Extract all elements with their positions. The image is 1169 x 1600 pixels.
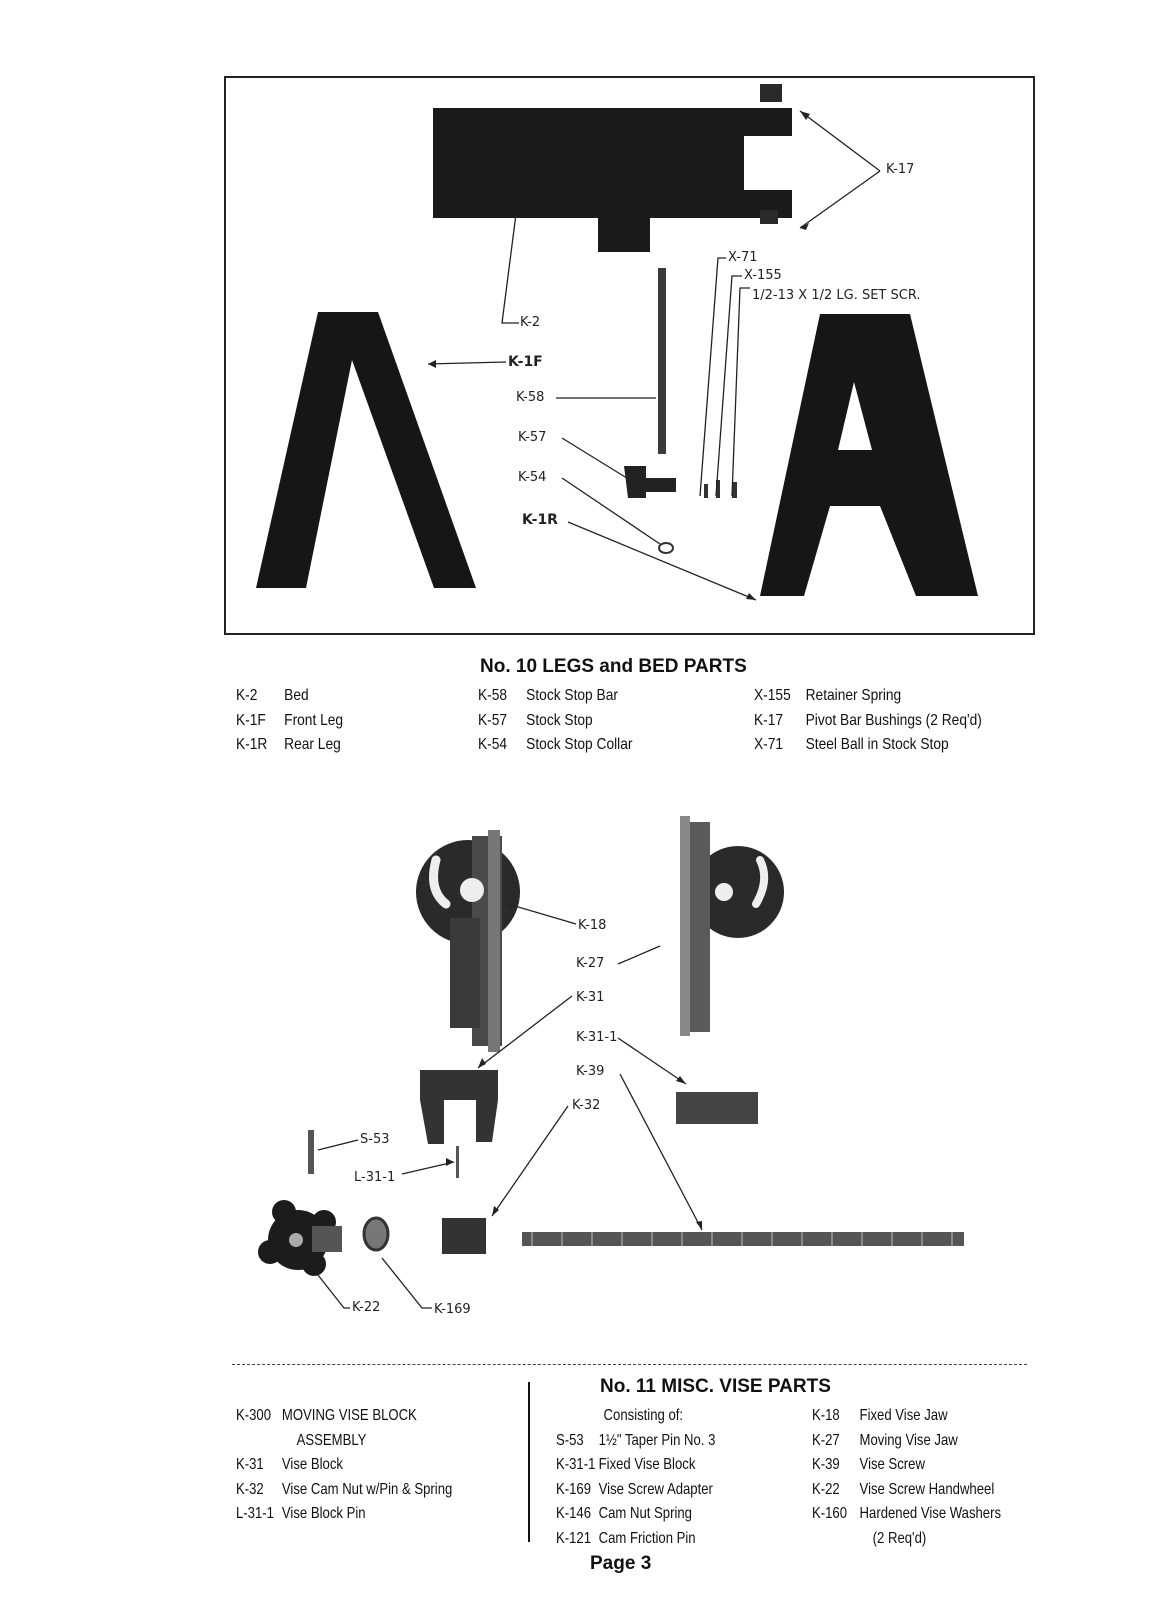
list-item: K-27 Moving Vise Jaw bbox=[812, 1431, 958, 1449]
callout-k31: K-31 bbox=[576, 990, 605, 1005]
list-item: K-31-1 Fixed Vise Block bbox=[556, 1456, 696, 1473]
list-item: K-18 Fixed Vise Jaw bbox=[812, 1407, 948, 1424]
list-item: K-32 Vise Cam Nut w/Pin & Spring bbox=[236, 1480, 453, 1498]
callout-set-screw: 1/2-13 X 1/2 LG. SET SCR. bbox=[752, 288, 921, 303]
list-item: (2 Req'd) bbox=[872, 1529, 927, 1547]
section10-title: No. 10 LEGS and BED PARTS bbox=[480, 656, 747, 677]
taper-pin-shape bbox=[308, 1130, 314, 1174]
callout-k2: K-2 bbox=[520, 315, 541, 330]
list-item: K-31 Vise Block bbox=[236, 1456, 343, 1473]
callout-k18: K-18 bbox=[578, 918, 607, 933]
callout-k31-1: K-31-1 bbox=[576, 1030, 618, 1045]
fixed-vise-jaw-shape bbox=[416, 830, 520, 1052]
section11-left bbox=[236, 1404, 452, 1527]
callout-x155: X-155 bbox=[744, 268, 782, 283]
list-item: K-300 MOVING VISE BLOCK bbox=[236, 1407, 417, 1424]
screw-adapter-shape bbox=[364, 1218, 388, 1250]
list-item: K-57 Stock Stop bbox=[478, 711, 593, 729]
list-item: K-121 Cam Friction Pin bbox=[556, 1529, 696, 1547]
list-item: K-169 Vise Screw Adapter bbox=[556, 1480, 713, 1498]
callout-k1r: K-1R bbox=[522, 512, 558, 528]
callout-k32: K-32 bbox=[572, 1098, 601, 1113]
list-item: K-58 Stock Stop Bar bbox=[478, 687, 618, 704]
list-item: L-31-1 Vise Block Pin bbox=[236, 1505, 366, 1522]
list-item: K-17 Pivot Bar Bushings (2 Req'd) bbox=[754, 711, 982, 729]
vise-parts-drawing bbox=[232, 800, 1027, 1365]
callout-x71: X-71 bbox=[728, 250, 758, 265]
callout-l31-1: L-31-1 bbox=[354, 1170, 396, 1185]
bed-shape bbox=[433, 108, 792, 252]
list-item: X-155 Retainer Spring bbox=[754, 687, 902, 704]
callout-k169: K-169 bbox=[434, 1302, 471, 1317]
front-leg-shape bbox=[256, 312, 476, 588]
list-item: K-146 Cam Nut Spring bbox=[556, 1505, 692, 1522]
legs-bed-drawing bbox=[226, 78, 1037, 637]
callout-k39: K-39 bbox=[576, 1064, 605, 1079]
list-item: K-54 Stock Stop Collar bbox=[478, 736, 633, 753]
list-item: K-160 Hardened Vise Washers bbox=[812, 1505, 1002, 1522]
list-item: S-53 1½" Taper Pin No. 3 bbox=[556, 1431, 716, 1449]
callout-k54: K-54 bbox=[518, 470, 547, 485]
rear-leg-shape bbox=[760, 314, 978, 596]
section10-col3 bbox=[754, 684, 982, 758]
vise-block-pin-shape bbox=[456, 1146, 459, 1178]
list-item: ASSEMBLY bbox=[296, 1431, 367, 1449]
section11-title: No. 11 MISC. VISE PARTS bbox=[600, 1376, 831, 1397]
list-item: K-39 Vise Screw bbox=[812, 1456, 925, 1473]
stock-stop-collar-shape bbox=[659, 543, 673, 553]
callout-k58: K-58 bbox=[516, 390, 545, 405]
stock-stop-shape bbox=[624, 466, 676, 498]
callout-k27: K-27 bbox=[576, 956, 605, 971]
moving-vise-jaw-shape bbox=[680, 816, 784, 1036]
list-item: K-1R Rear Leg bbox=[236, 736, 341, 753]
callout-s53: S-53 bbox=[360, 1132, 390, 1147]
section11-middle bbox=[556, 1404, 715, 1551]
vise-block-shape bbox=[420, 1070, 498, 1144]
list-heading: Consisting of: bbox=[603, 1407, 684, 1424]
callout-k1f: K-1F bbox=[508, 354, 543, 370]
callout-k57: K-57 bbox=[518, 430, 547, 445]
column-divider bbox=[528, 1382, 530, 1542]
bed-bushing-bottom bbox=[760, 210, 778, 224]
fixed-vise-block-shape bbox=[676, 1092, 758, 1124]
legs-bed-figure bbox=[224, 76, 1035, 635]
vise-screw-shape bbox=[522, 1232, 964, 1246]
bed-bushing-top bbox=[760, 84, 782, 102]
stock-stop-bar-shape bbox=[658, 268, 666, 454]
handwheel-shape bbox=[258, 1200, 342, 1276]
cam-nut-shape bbox=[442, 1218, 486, 1254]
list-item: K-22 Vise Screw Handwheel bbox=[812, 1480, 995, 1498]
section10-col1 bbox=[236, 684, 343, 758]
section10-col2 bbox=[478, 684, 632, 758]
callout-k17: K-17 bbox=[886, 162, 915, 177]
list-item: X-71 Steel Ball in Stock Stop bbox=[754, 736, 949, 753]
list-item: K-1F Front Leg bbox=[236, 711, 344, 729]
page-number: Page 3 bbox=[590, 1553, 652, 1574]
section11-right bbox=[812, 1404, 1001, 1551]
list-item: K-2 Bed bbox=[236, 687, 309, 704]
vise-parts-figure bbox=[232, 800, 1027, 1365]
callout-k22: K-22 bbox=[352, 1300, 381, 1315]
